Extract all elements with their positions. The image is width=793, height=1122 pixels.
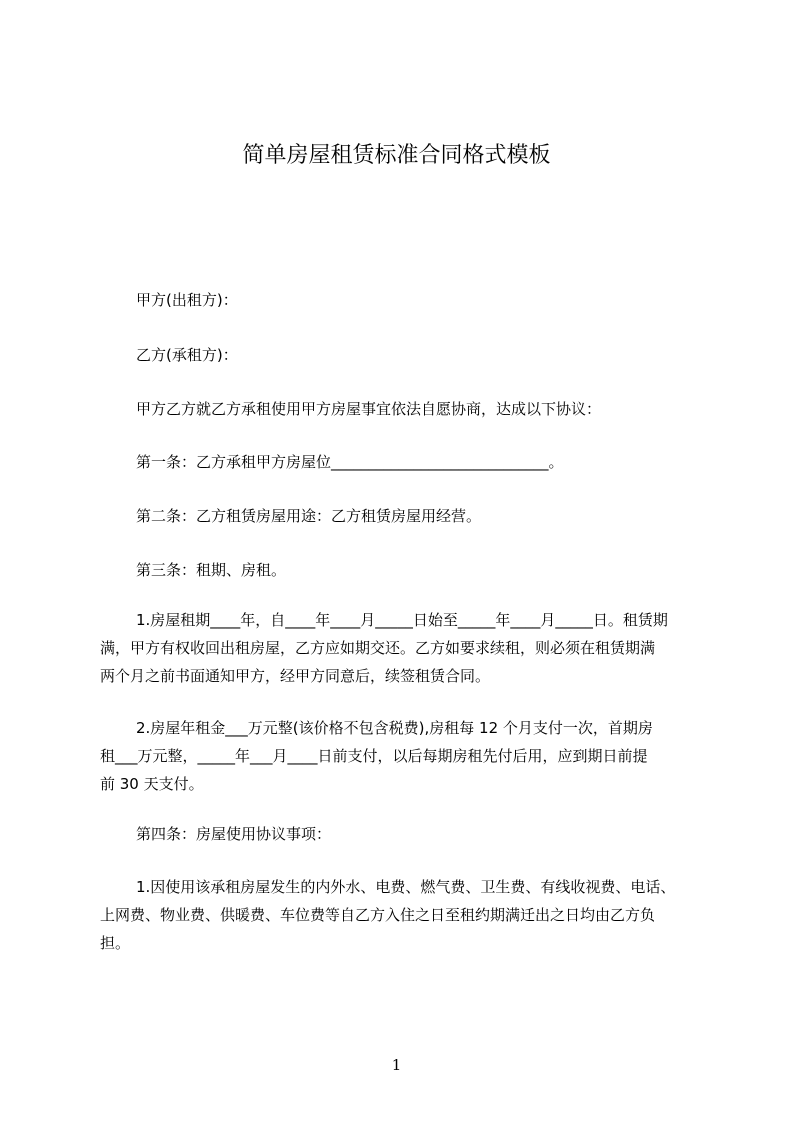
article-1: 第一条：乙方承租甲方房屋位_____________________________。 bbox=[136, 453, 564, 471]
document-title: 简单房屋租赁标准合同格式模板 bbox=[242, 143, 551, 168]
clause-4-1 bbox=[100, 873, 736, 957]
clause-3-2-line-1: 2.房屋年租金___万元整(该价格不包含税费),房租每 12 个月支付一次，首期房 bbox=[136, 719, 653, 737]
clause-3-2-line-2: 租___万元整，_____年___月____日前支付，以后每期房租先付后用，应到期日前提 bbox=[100, 747, 648, 765]
clause-3-1 bbox=[100, 606, 736, 690]
clause-4-1-line-1: 1.因使用该承租房屋发生的内外水、电费、燃气费、卫生费、有线收视费、电话、 bbox=[136, 878, 676, 896]
clause-4-1-line-3: 担。 bbox=[100, 934, 131, 952]
article-2: 第二条：乙方租赁房屋用途：乙方租赁房屋用经营。 bbox=[136, 507, 482, 525]
clause-4-1-line-2: 上网费、物业费、供暖费、车位费等自乙方入住之日至租约期满迁出之日均由乙方负 bbox=[100, 906, 656, 924]
clause-3-2-line-3: 前 30 天支付。 bbox=[100, 775, 204, 793]
article-4: 第四条：房屋使用协议事项： bbox=[136, 825, 332, 843]
party-b-label: 乙方(承租方)： bbox=[136, 346, 238, 364]
page-number: 1 bbox=[391, 1056, 402, 1074]
clause-3-1-line-2: 满，甲方有权收回出租房屋，乙方应如期交还。乙方如要求续租，则必须在租赁期满 bbox=[100, 639, 656, 657]
preamble-paragraph: 甲方乙方就乙方承租使用甲方房屋事宜依法自愿协商，达成以下协议： bbox=[136, 400, 602, 418]
article-3: 第三条：租期、房租。 bbox=[136, 561, 287, 579]
clause-3-1-line-1: 1.房屋租期____年，自____年____月_____日始至_____年____月_____日。租赁期 bbox=[136, 611, 668, 629]
clause-3-1-line-3: 两个月之前书面通知甲方，经甲方同意后，续签租赁合同。 bbox=[100, 667, 491, 685]
clause-3-2 bbox=[100, 714, 736, 798]
party-a-label: 甲方(出租方)： bbox=[136, 291, 238, 309]
